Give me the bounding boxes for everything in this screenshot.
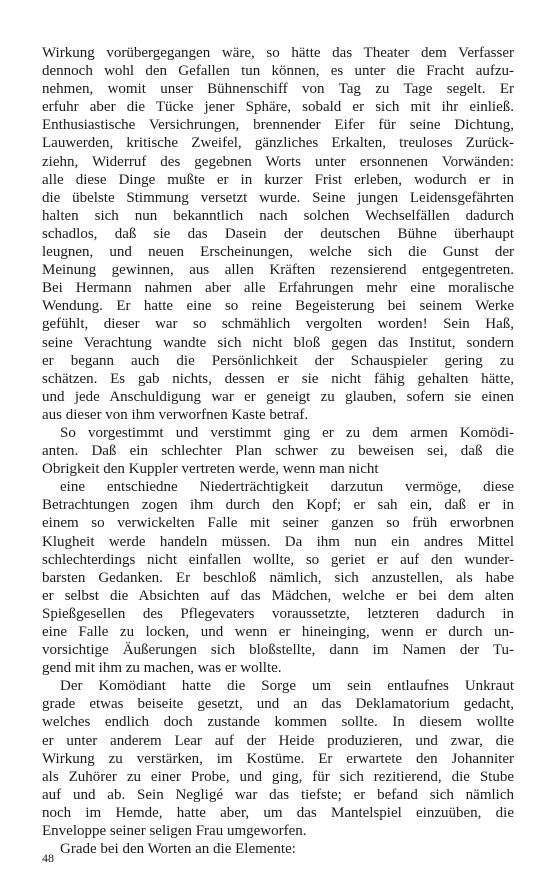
text-line: noch im Hemde, hatte aber, um das Mantelspiel einzuüben, die bbox=[42, 804, 514, 821]
text-line: welches endlich doch zustande kommen sollte. In diesem wollte bbox=[42, 714, 514, 731]
text-line: eine entschiedne Niederträchtigkeit darzutun vermöge, diese bbox=[60, 479, 514, 496]
text-line: grade etwas beiseite gesetzt, und an das Deklamatorium gedacht, bbox=[42, 696, 514, 713]
text-line: anten. Daß ein schlechter Plan schwer zu beweisen sei, daß die bbox=[42, 443, 514, 460]
text-line: schätzen. Es gab nichts, dessen er sie nicht fähig gehalten hätte, bbox=[42, 370, 514, 387]
text-line: erfuhr aber die Tücke jener Sphäre, sobald er sich mit ihr einließ. bbox=[42, 99, 514, 116]
text-line: Enthusiastische Versichrungen, brennender Eifer für seine Dichtung, bbox=[42, 117, 514, 134]
text-line: und jede Anschuldigung war er geneigt zu glauben, sofern sie einen bbox=[42, 388, 514, 405]
text-line: gefühlt, dieser war so schmählich vergolten worden! Sein Haß, bbox=[42, 316, 514, 333]
text-line: Spießgesellen des Pflegevaters voraussetzte, letzteren dadurch in bbox=[42, 605, 514, 622]
text-line: gend mit ihm zu machen, was er wollte. bbox=[42, 660, 282, 677]
text-line: ziehn, Widerruf des gegebnen Worts unter ersonnenen Vorwänden: bbox=[42, 153, 514, 170]
text-line: Wendung. Er hatte eine so reine Begeisterung bei seinem Werke bbox=[42, 298, 514, 315]
text-line: Der Komödiant hatte die Sorge um sein entlaufnes Unkraut bbox=[60, 678, 514, 695]
text-line: als Zuhörer zu einer Probe, und ging, für sich rezitierend, die Stube bbox=[42, 768, 514, 785]
text-line: Meinung gewinnen, aus allen Kräften rezensierend entgegentreten. bbox=[42, 262, 514, 279]
text-line: Lauwerden, kritische Zweifel, gänzliches Erkalten, treuloses Zurück- bbox=[42, 135, 514, 152]
text-line: Grade bei den Worten an die Elemente: bbox=[60, 841, 296, 858]
text-line: er selbst die Absichten auf das Mädchen, welche er bei dem alten bbox=[42, 587, 514, 604]
body-text bbox=[42, 44, 514, 858]
text-line: vorsichtige Äußerungen sich bloßstellte, dann im Namen der Tu- bbox=[42, 642, 514, 659]
text-line: einem so verwickelten Falle mit seiner ganzen so früh erworbnen bbox=[42, 515, 514, 532]
text-line: er unter anderem Lear auf der Heide produzieren, und zwar, die bbox=[42, 732, 514, 749]
text-line: seine Verachtung wandte sich nicht bloß gegen das Institut, sondern bbox=[42, 334, 514, 351]
text-line: dennoch wohl den Gefallen tun können, es unter die Fracht aufzu- bbox=[42, 63, 514, 80]
text-line: nehmen, womit unser Bühnenschiff von Tag zu Tage segelt. Er bbox=[42, 81, 514, 98]
text-line: leugnen, und neuen Erscheinungen, welche sich die Gunst der bbox=[42, 244, 514, 261]
text-line: Klugheit werde handeln müssen. Da ihm nun ein andres Mittel bbox=[42, 533, 514, 550]
text-line: Enveloppe seiner seligen Frau umgeworfen. bbox=[42, 823, 307, 840]
text-line: barsten Gedanken. Er beschloß nämlich, sich anzustellen, als habe bbox=[42, 569, 514, 586]
text-line: Bei Hermann nahmen aber alle Erfahrungen mehr eine moralische bbox=[42, 280, 514, 297]
text-line: eine Falle zu locken, und wenn er hineinging, wenn er durch un- bbox=[42, 624, 514, 640]
text-line: schlechterdings nicht einfallen wollte, so geriet er auf den wunder- bbox=[42, 551, 514, 568]
text-line: Obrigkeit den Kuppler vertreten werde, wenn man nicht bbox=[42, 461, 379, 478]
text-line: aus dieser von ihm verworfnen Kaste betraf. bbox=[42, 406, 309, 423]
text-line: So vorgestimmt und verstimmt ging er zu dem armen Komödi- bbox=[60, 424, 514, 441]
text-line: Betrachtungen zogen ihm durch den Kopf; er sah ein, daß er in bbox=[42, 497, 514, 514]
text-line: alle diese Dinge mußte er in kurzer Frist erleben, wodurch er in bbox=[42, 171, 514, 188]
text-line: er begann auch die Persönlichkeit der Schauspieler gering zu bbox=[42, 352, 514, 369]
page-number: 48 bbox=[42, 851, 54, 865]
text-line: halten sich nun bekanntlich nach solchen Wechselfällen dadurch bbox=[42, 207, 514, 224]
text-line: die übelste Stimmung versetzt wurde. Seine jungen Leidensgefährten bbox=[42, 189, 514, 206]
text-line: schadlos, daß sie das Dasein der deutschen Bühne überhaupt bbox=[42, 225, 514, 242]
text-line: Wirkung vorübergegangen wäre, so hätte das Theater dem Verfasser bbox=[42, 45, 514, 61]
text-line: Wirkung zu verstärken, im Kostüme. Er erwartete den Johanniter bbox=[42, 750, 514, 767]
text-line: auf und ab. Sein Negligé war das tiefste; er befand sich nämlich bbox=[42, 786, 514, 803]
